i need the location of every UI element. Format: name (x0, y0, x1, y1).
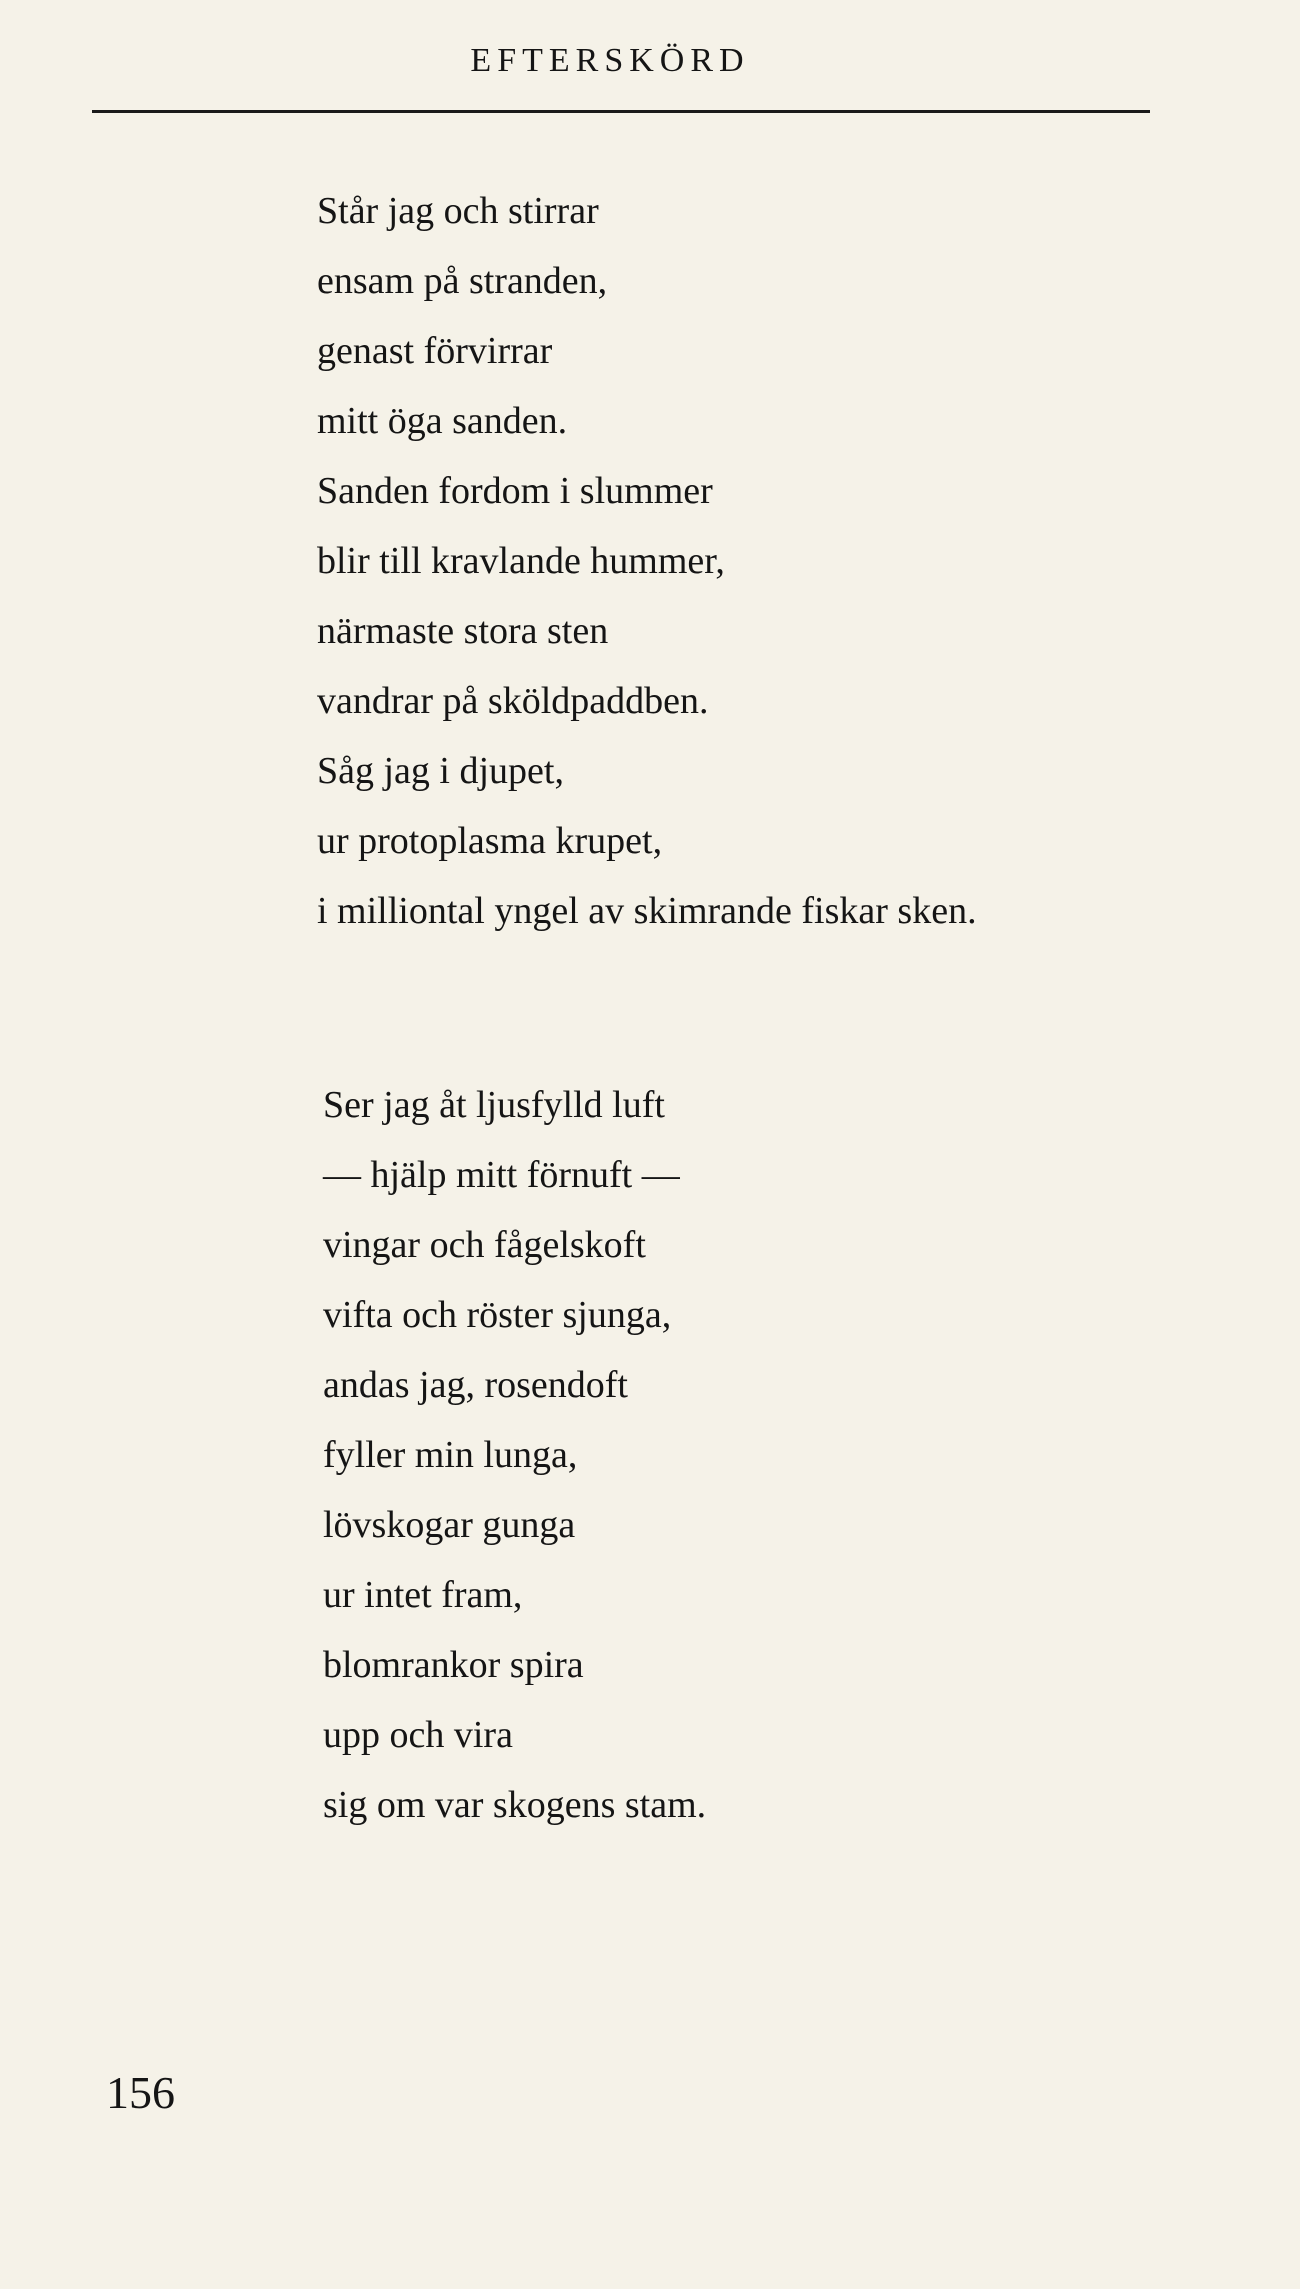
poem-line: ensam på stranden, (317, 260, 608, 302)
poem-line: ur protoplasma krupet, (317, 820, 663, 862)
poem-line: — hjälp mitt förnuft — (323, 1154, 680, 1196)
poem-line: upp och vira (323, 1714, 513, 1756)
poem-line: blomrankor spira (323, 1644, 584, 1686)
poem-line: vandrar på sköldpaddben. (317, 680, 709, 722)
poem-line: blir till kravlande hummer, (317, 540, 725, 582)
poem-line: mitt öga sanden. (317, 400, 568, 442)
poem-line: sig om var skogens stam. (323, 1784, 707, 1826)
poem-line: Ser jag åt ljusfylld luft (323, 1084, 665, 1126)
poem-line: andas jag, rosendoft (323, 1364, 628, 1406)
poem-line: Såg jag i djupet, (317, 750, 564, 792)
poem-line: fyller min lunga, (323, 1434, 578, 1476)
poem-line: Står jag och stirrar (317, 190, 599, 232)
poem-stanza-1 (317, 176, 977, 946)
running-head-title: EFTERSKÖRD (470, 42, 750, 79)
poem-line: ur intet fram, (323, 1574, 523, 1616)
poem-line: i milliontal yngel av skimrande fiskar sken. (317, 890, 977, 932)
poem-line: närmaste stora sten (317, 610, 609, 652)
poem-stanza-2 (323, 1070, 706, 1840)
page-number: 156 (106, 2067, 175, 2118)
poem-line: vifta och röster sjunga, (323, 1294, 672, 1336)
poem-line: Sanden fordom i slummer (317, 470, 713, 512)
poem-line: vingar och fågelskoft (323, 1224, 646, 1266)
poem-line: genast förvirrar (317, 330, 553, 372)
header-rule (92, 110, 1150, 113)
poem-line: lövskogar gunga (323, 1504, 576, 1546)
